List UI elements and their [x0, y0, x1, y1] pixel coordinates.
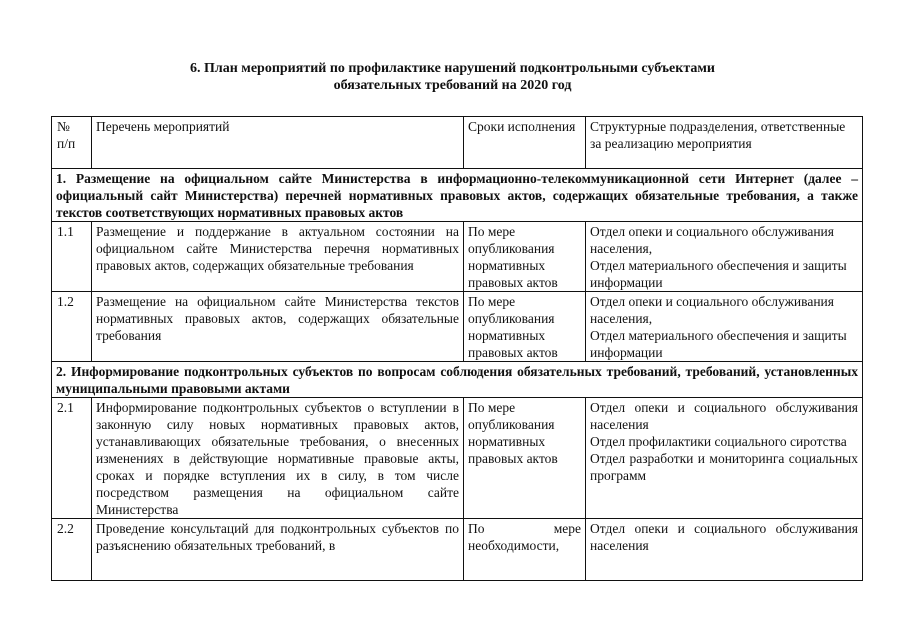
row-deadline: По мере необходимости,	[464, 519, 586, 581]
header-deadlines: Сроки исполнения	[464, 117, 586, 169]
row-num: 1.1	[52, 222, 92, 292]
section-row-2	[52, 362, 863, 398]
row-units	[586, 292, 863, 362]
document-title	[0, 60, 905, 94]
unit-text: Отдел материального обеспечения и защиты информации	[590, 258, 847, 290]
activities-table	[51, 116, 863, 581]
row-activity: Размещение на официальном сайте Министерства текстов нормативных правовых актов, содержащих обязательные требования	[92, 292, 464, 362]
unit-text: Отдел профилактики социального сиротства	[590, 434, 847, 449]
section-title-1: 1. Размещение на официальном сайте Министерства в информационно-телекоммуникационной сети Интернет (далее – официальный сайт Министерства) перечней нормативных правовых актов, содержащих обязательные требования, а также текстов соответствующих нормативных правовых актов	[52, 169, 863, 222]
unit-text: Отдел опеки и социального обслуживания населения	[590, 400, 858, 432]
table-row	[52, 292, 863, 362]
unit-text: Отдел опеки и социального обслуживания населения,	[590, 294, 834, 326]
row-num: 2.2	[52, 519, 92, 581]
row-num: 2.1	[52, 398, 92, 519]
row-num: 1.2	[52, 292, 92, 362]
row-units	[586, 222, 863, 292]
table-header-row	[52, 117, 863, 169]
table-row	[52, 222, 863, 292]
header-num: № п/п	[52, 117, 92, 169]
header-units: Структурные подразделения, ответственные за реализацию мероприятия	[586, 117, 863, 169]
row-activity: Проведение консультаций для подконтрольных субъектов по разъяснению обязательных требований, в	[92, 519, 464, 581]
title-line-1: 6. План мероприятий по профилактике нарушений подконтрольными субъектами	[189, 61, 715, 76]
row-units	[586, 398, 863, 519]
row-activity: Информирование подконтрольных субъектов о вступлении в законную силу новых нормативных правовых актов, устанавливающих обязательные требования, о внесенных изменениях в действующие нормативные правовые акты, сроках и порядке вступления их в силу, в том числе посредством размещения на официальном сайте Министерства	[92, 398, 464, 519]
unit-text: Отдел материального обеспечения и защиты информации	[590, 328, 847, 360]
table-row	[52, 519, 863, 581]
row-deadline: По мере опубликования нормативных правовых актов	[464, 292, 586, 362]
header-activities: Перечень мероприятий	[92, 117, 464, 169]
unit-text: Отдел разработки и мониторинга социальных программ	[590, 451, 858, 483]
title-line-2: обязательных требований на 2020 год	[333, 78, 572, 93]
section-title-2: 2. Информирование подконтрольных субъектов по вопросам соблюдения обязательных требований, требований, установленных муниципальными правовыми актами	[52, 362, 863, 398]
table-row	[52, 398, 863, 519]
row-deadline: По мере опубликования нормативных правовых актов	[464, 222, 586, 292]
row-deadline: По мере опубликования нормативных правовых актов	[464, 398, 586, 519]
unit-text: Отдел опеки и социального обслуживания населения,	[590, 224, 834, 256]
row-activity: Размещение и поддержание в актуальном состоянии на официальном сайте Министерства перечня нормативных правовых актов, содержащих обязательные требования	[92, 222, 464, 292]
row-units	[586, 519, 863, 581]
unit-text: Отдел опеки и социального обслуживания населения	[590, 521, 858, 553]
section-row-1	[52, 169, 863, 222]
